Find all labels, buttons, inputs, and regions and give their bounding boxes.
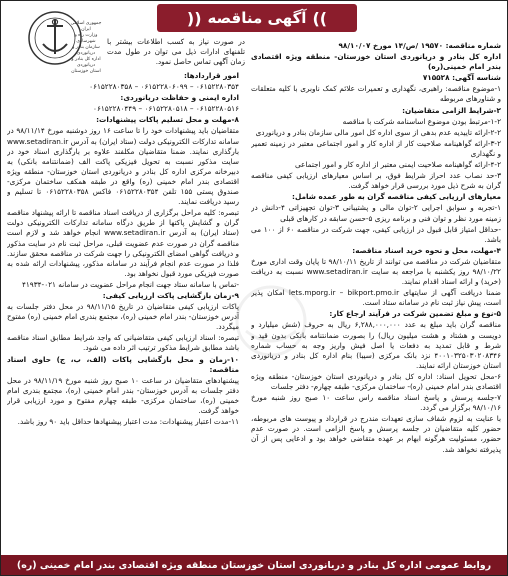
paragraph: ۱-تجربه و سوابق اجرایی ۲-توان مالی و پشتیبانی ۳-توان تجهیزاتی ۴-دانش در زمینه مورد نظر و توان فنی و برنامه ریزی ۵-حسن سابقه در کارهای قبلی: [251, 203, 501, 223]
paragraph: ۱۱-مدت اعتبار پیشنهادات: مدت اعتبار پیشنهادها حداقل باید ۹۰ روز باشد.: [17, 417, 239, 427]
paragraph: با عنایت به لزوم شفاف سازی تعهدات مندرج در قرارداد و پیوست های مربوطه، حضور کلیه متقاضیان در جلسه پرسش و پاسخ الزامی است. در صورت عدم حضور، مسئولیت هرگونه ابهام بر عهده متقاضی خواهد بود و ادعایی پس از آن پذیرفته نخواهد شد.: [251, 414, 501, 454]
paragraph: ۳-۲-ارائه گواهینامه صلاحیت کار از اداره کار و امور اجتماعی معتبر در زمینه تعمیر و نگهداری: [251, 138, 501, 158]
paragraph: ۱-موضوع مناقصه: راهبری، نگهداری و تعمیرات علائم کمک ناوبری با کلیه متعلقات و شناورهای مربوطه: [251, 84, 501, 104]
logo-line: اداره کل بنادر و دریانوردی: [71, 57, 101, 68]
paragraph: مناقصه گران باید مبلغ به عدد ۶,۲۸۸,۰۰۰,۰۰۰ ریال به حروف (شش میلیارد و دویست و هشتاد و هشت میلیون ریال) را بصورت ضمانتنامه بانکی بدون قید و شرط و قابل تمدید به دفعات یا اصل فیش واریز وجه به حساب شماره ۴۰۰۱۰۳۲۵۰۳۰۲۰۸۳۴۶ نزد بانک مرکزی (سیبا) بنام اداره کل بنادر و دریانوردی استان خوزستان ارائه نمایند.: [251, 320, 501, 370]
paragraph: پاکات ارزیابی کیفی متقاضیان در تاریخ ۹۸/۱۱/۱۵ در محل دفتر جلسات به آدرس خوزستان- بندر امام خمینی (ره)، مجتمع بندری امام خمینی (ره) مفتوح میگردد.: [7, 302, 239, 332]
paragraph: ۱-۲-مرتبط بودن موضوع اساسنامه شرکت با مناقصه: [342, 116, 501, 126]
paragraph: اداره ایمنی و حفاظت دریانوردی:: [120, 93, 239, 103]
paragraph: متقاضیان باید پیشنهادات خود را تا ساعت ۱۶ روز دوشنبه مورخ ۹۸/۱۱/۱۴ در سامانه تدارکات الکترونیکی دولت (ستاد ایران) به آدرس www.setadiran.ir بارگذاری نمایند. ضمنا متقاضیان مکلفند علاوه بر بارگذاری اسناد خود در سایت مذکور نسبت به تحویل فیزیکی پاکت الف (ضمانتنامه بانکی) به دبیرخانه مرکزی اداره کل بنادر و دریانوردی استان خوزستان- منطقه ویژه اقتصادی بندر امام خمینی (ره) واقع در طبقه همکف ساختمان مرکزی- صندوق پستی ۱۵۵ تلفن ۰۶۱۵۲۲۸۰۳۵۴ فاکس ۰۶۱۵۲۲۸۰۳۵۸ تا تسلیم و رسید دریافت نمایند.: [7, 126, 239, 207]
logo-line: استان خوزستان: [71, 69, 101, 74]
logo-line: جمهوری اسلامی ایران: [70, 21, 102, 32]
paragraph: تبصره: کلیه مراحل برگزاری از دریافت اسناد مناقصه تا ارائه پیشنهاد مناقصه گران و گشایش پاکتها از طریق درگاه سامانه تدارکات الکترونیکی دولت (ستاد ایران) به آدرس www.setadiran.ir انجام خواهد شد و لازم است مناقصه گران در صورت عدم عضویت قبلی، مراحل ثبت نام در سایت مذکور و دریافت گواهی امضای الکترونیکی را جهت شرکت در مناقصه محقق سازند. فلذا در صورت عدم انجام فرآیند در سامانه مذکور، پیشنهادات ارائه شده به صورت فیزیکی مورد قبول نخواهد بود.: [7, 208, 239, 278]
paragraph: ۴-۲-ارائه گواهینامه صلاحیت ایمنی معتبر از اداره کار و امور اجتماعی: [294, 160, 501, 170]
paragraph: شماره مناقصه: ۱۹۵۷۰ /ص/۱۴ مورخ ۹۸/۱۰/۰۷: [338, 41, 501, 50]
paragraph: ۴-مهلت، محل و نحوه خرید اسناد مناقصه:: [352, 245, 501, 255]
title-paren-left: ((: [186, 8, 202, 28]
paragraph: ۶-محل تحویل اسناد: اداره کل بنادر و دریانوردی استان خوزستان- منطقه ویژه اقتصادی بندر امام خمینی (ره)- ساختمان مرکزی- طبقه چهارم- دفتر جلسات: [251, 371, 501, 391]
ad-title-banner: [157, 4, 357, 32]
left-text-column: [7, 71, 239, 553]
logo-line: سازمان بنادر و دریانوردی: [72, 45, 100, 56]
contact-intro: در صورت نیاز به کسب اطلاعات بیشتر با تلفنهای ادارات ذیل می توان در طول مدت زمان آگهی تماس حاصل نمود.: [107, 37, 245, 66]
paragraph: امور قراردادها:: [183, 71, 239, 80]
paragraph: شناسه آگهی: ۷۱۵۵۲۸: [422, 73, 501, 83]
paragraph: ۲-شرایط الزامی متقاضیان:: [402, 105, 501, 115]
paragraph: اداره کل بنادر و دریانوردی استان خوزستان- منطقه ویژه اقتصادی بندر امام خمینی(ره): [251, 52, 501, 72]
paragraph: پیشنهادهای متقاضیان در ساعت ۱۰ صبح روز شنبه مورخ ۹۸/۱۱/۱۹ در محل دفتر جلسات به آدرس خوزستان- بندر امام خمینی (ره)، مجتمع بندری امام خمینی (ره)، ساختمان مرکزی- طبقه چهارم مفتوح و مورد ارزیابی قرار خواهد گرفت.: [7, 375, 239, 415]
logo-caption: [67, 21, 105, 75]
footer-text: روابط عمومی اداره کل بنادر و دریانوردی استان خوزستان منطقه ویژه اقتصادی بندر امام خمینی (ره): [16, 559, 492, 571]
paragraph: متقاضیان شرکت در مناقصه می توانند از تاریخ ۹۸/۱۰/۱۱ تا پایان وقت اداری مورخ ۹۸/۱۰/۲۲ روز یکشنبه با مراجعه به سایت www.setadiran.ir نسبت به دریافت (خرید) و ارائه اسناد اقدام نمایند.: [251, 256, 501, 287]
ad-title: آگهی مناقصه: [207, 9, 307, 27]
paragraph: ۰۶۱۵۲۲۸۰۳۵۴ – ۰۶۱۵۲۲۸۰۶۰۹۹ – ۰۶۱۵۲۲۸۰۳۵۸: [89, 82, 239, 92]
paragraph: ۰۶۱۵۲۲۸۰۵۱۶ – ۰۶۱۵۲۲۸۰۵۱۸ – ۰۶۱۵۲۲۸۰۴۴۹: [93, 104, 239, 114]
paragraph: ۱۰-زمان و محل بازگشایی پاکات (الف، ب، ج) حاوی اسناد مناقصه:: [7, 354, 239, 374]
paragraph: معیارهای ارزیابی کیفی مناقصه گران به طور عمده شامل:: [292, 192, 501, 202]
footer-bar: [1, 555, 507, 575]
paragraph: تبصره: اسناد ارزیابی کیفی متقاضیانی که واجد شرایط مطابق اسناد مناقصه باشد مطابق شرایط مذکور ترتیب اثر داده می شود.: [7, 333, 239, 353]
logo-line: وزارت راه و شهرسازی: [74, 33, 98, 44]
paragraph: ۲-۲-ارائه تاییدیه عدم بدهی از سوی اداره کل امور مالی سازمان بنادر و دریانوردی: [255, 127, 501, 137]
right-text-column: [251, 41, 501, 553]
paragraph: ضمنا دریافت آگهی از سایتهای lets.mporg.ir – bikport.pmo.ir امکان پذیر است، پیش نیاز ثبت نام در سامانه ستاد است.: [251, 288, 501, 308]
paragraph: ۳-حد نصاب عدد احراز شرایط فوق، بر اساس معیارهای ارزیابی کیفی مناقصه گران به شرح ذیل مورد بررسی قرار خواهد گرفت.: [251, 171, 501, 191]
paragraph: ۹-زمان بازگشایی پاکت ارزیابی کیفی:: [102, 290, 239, 300]
paragraph: ۵-نوع و مبلغ تضمین شرکت در فرآیند ارجاع کار:: [329, 309, 501, 319]
title-paren-right: )): [312, 8, 328, 28]
paragraph: ۸-مهلت و محل تسلیم پاکات پیشنهادات:: [96, 115, 239, 125]
paragraph: -حداقل امتیاز قابل قبول در ارزیابی کیفی، جهت شرکت در مناقصه ۶۰ از ۱۰۰ می باشد.: [251, 224, 501, 244]
paragraph: ۷-جلسه پرسش و پاسخ اسناد مناقصه راس ساعت ۱۰ صبح روز شنبه مورخ ۹۸/۱۰/۱۶ برگزار می گردد.: [251, 393, 501, 413]
paragraph: -تماس با سامانه ستاد جهت انجام مراحل عضویت در سامانه ۰۲۱-۴۱۹۳۴: [21, 279, 239, 289]
